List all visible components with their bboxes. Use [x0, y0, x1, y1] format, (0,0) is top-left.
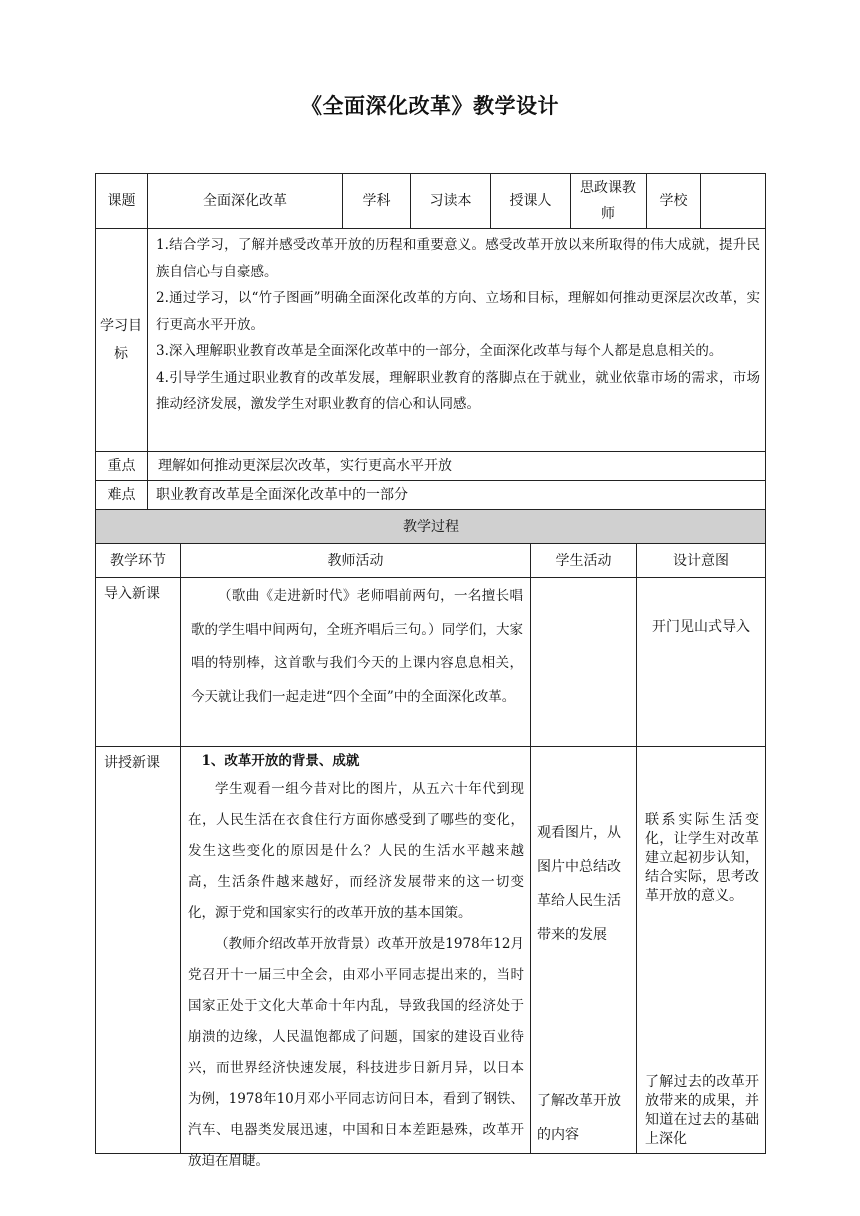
column-header-stage: 教学环节 [110, 552, 166, 569]
lecture-teacher-paragraph: 学生观看一组今昔对比的图片，从五六十年代到现在，人民生活在衣食住行方面你感受到了哪些的变化，发生这些变化的原因是什么？人民的生活水平越来越高，生活条件越来越好，而经济发展带来的这一切变化，源于党和国家实行的改革开放的基本国策。 [188, 781, 524, 921]
column-header-student: 学生活动 [555, 552, 612, 569]
teacher-value: 思政课教师 [580, 180, 636, 222]
lecture-teacher-paragraph: （教师介绍改革开放背景）改革开放是1978年12月党召开十一届三中全会，由邓小平同志提出来的，当时国家正处于文化大革命十年内乱，导致我国的经济处于崩溃的边缘，人民温饱都成了问题，国家的建设百业待兴，而世界经济快速发展，科技进步日新月异，以日本为例，1978年10月邓小平同志访问日本，看到了钢铁、汽车、电器类发展迅速，中国和日本差距悬殊，改革开放迫在眉睫。 [188, 936, 524, 1169]
objective-item: 4.引导学生通过职业教育的改革发展，理解职业教育的落脚点在于就业，就业依靠市场的需求，市场推动经济发展，激发学生对职业教育的信心和认同感。 [156, 369, 760, 412]
objectives-label: 学习目标 [100, 318, 142, 362]
lecture-section-title: 1、改革开放的背景、成就 [201, 753, 360, 769]
topic-value: 全面深化改革 [203, 193, 287, 209]
column-header-intent: 设计意图 [673, 552, 729, 569]
objective-item: 3.深入理解职业教育改革是全面深化改革中的一部分，全面深化改革与每个人都是息息相关的。 [156, 343, 723, 359]
school-label: 学校 [659, 193, 688, 209]
difficulty-value: 职业教育改革是全面深化改革中的一部分 [156, 487, 408, 503]
intro-teacher-cell [191, 578, 523, 714]
lecture-intent-1: 联系实际生活变化，让学生对改革建立起初步认知，结合实际，思考改革开放的意义。 [645, 812, 759, 904]
objective-item: 2.通过学习，以“竹子图画”明确全面深化改革的方向、立场和目标，理解如何推动更深层次改革，实行更高水平开放。 [156, 290, 760, 333]
school-value [701, 174, 765, 228]
key-point-value: 理解如何推动更深层次改革，实行更高水平开放 [158, 458, 452, 474]
subject-value: 习读本 [429, 193, 472, 209]
difficulty-label: 难点 [107, 487, 136, 503]
objectives-list [156, 232, 760, 418]
intro-intent: 开门见山式导入 [652, 619, 750, 635]
lecture-stage: 讲授新课 [104, 755, 160, 771]
lecture-student-2: 了解改革开放的内容 [537, 1093, 621, 1143]
subject-label: 学科 [362, 193, 391, 209]
intro-teacher-text: （歌曲《走进新时代》老师唱前两句，一名擅长唱歌的学生唱中间两句，全班齐唱后三句。）同学们，大家唱的特别棒，这首歌与我们今天的上课内容息息相关，今天就让我们一起走进“四个全面”中的全面深化改革。 [191, 588, 523, 705]
topic-label: 课题 [107, 193, 136, 209]
intro-stage: 导入新课 [104, 586, 160, 602]
objective-item: 1.结合学习，了解并感受改革开放的历程和重要意义。感受改革开放以来所取得的伟大成就，提升民族自信心与自豪感。 [156, 237, 760, 280]
process-heading: 教学过程 [403, 518, 459, 535]
lecture-student-1: 观看图片，从图片中总结改革给人民生活带来的发展 [537, 825, 621, 943]
lecture-intent-2: 了解过去的改革开放带来的成果，并知道在过去的基础上深化 [645, 1074, 759, 1147]
document-title: 《全面深化改革》教学设计 [301, 93, 559, 118]
teacher-label: 授课人 [509, 193, 552, 209]
column-header-teacher: 教师活动 [327, 552, 384, 569]
lecture-teacher-cell [188, 748, 524, 1177]
key-point-label: 重点 [107, 458, 136, 474]
